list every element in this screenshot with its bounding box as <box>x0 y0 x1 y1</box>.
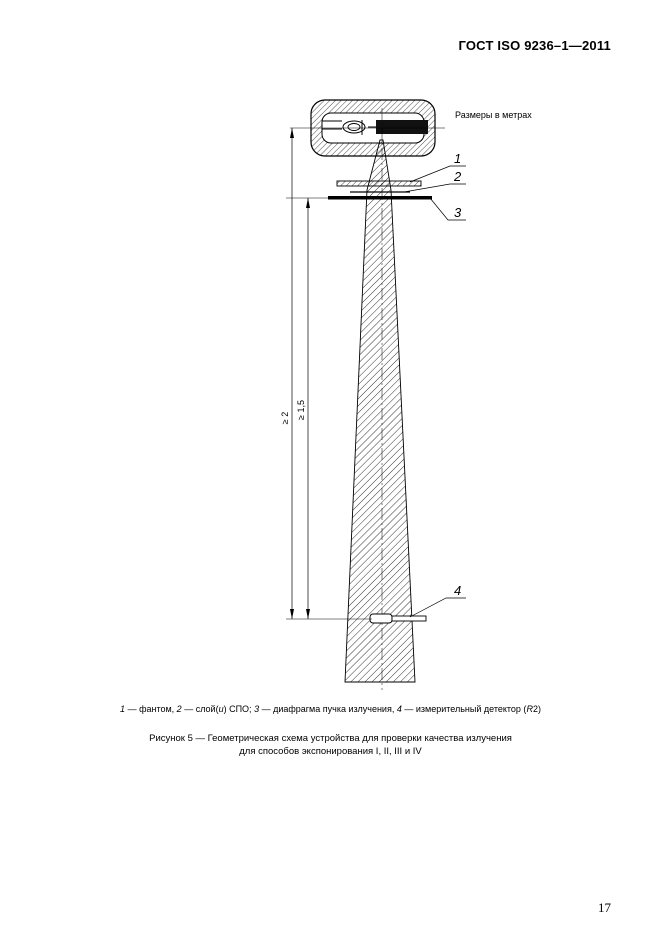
figure-legend: 1 — фантом, 2 — слой(и) СПО; 3 — диафрагма пучка излучения, 4 — измерительный детектор (R2) <box>120 704 541 714</box>
phantom <box>337 181 421 186</box>
label-2: 2 <box>454 169 462 184</box>
page-number: 17 <box>598 900 611 915</box>
label-1: 1 <box>454 151 462 166</box>
caption-line-1: Рисунок 5 — Геометрическая схема устройства для проверки качества излучения <box>149 733 512 744</box>
dimension-inner-label: ≥ 1,5 <box>296 400 306 420</box>
dimension-inner <box>306 198 310 619</box>
radiation-beam <box>345 140 415 682</box>
figure-caption <box>0 732 661 758</box>
label-4: 4 <box>454 583 462 598</box>
caption-line-2: для способов экспонирования I, II, III и IV <box>239 746 422 757</box>
beam-diaphragm <box>328 196 432 200</box>
standard-header: ГОСТ ISO 9236–1—2011 <box>458 38 611 53</box>
units-note: Размеры в метрах <box>455 110 532 120</box>
dimension-outer <box>290 128 294 619</box>
dimension-outer-label: ≥ 2 <box>280 411 290 425</box>
label-3: 3 <box>454 205 462 220</box>
label-4-leader <box>410 583 466 617</box>
label-3-leader <box>430 198 466 220</box>
